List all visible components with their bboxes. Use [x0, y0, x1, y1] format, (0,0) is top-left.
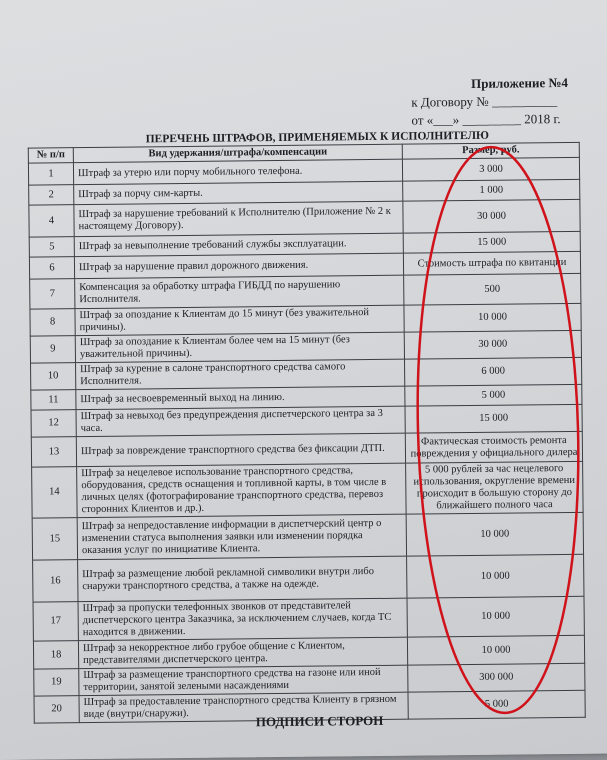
row-amount: 3 000: [402, 157, 579, 181]
row-description: Штраф за невыход без предупреждения диспетчерского центра за 3 часа.: [76, 406, 405, 436]
row-description: Штраф за нарушение требований к Исполнителю (Приложение № 2 к настоящему Договору).: [74, 201, 403, 236]
row-description: Штраф за несвоевременный выход на линию.: [76, 386, 405, 409]
row-number: 20: [34, 696, 79, 723]
row-amount: 10 000: [407, 635, 584, 665]
row-number: 8: [30, 309, 75, 336]
row-number: 14: [32, 467, 78, 518]
signatures-heading: ПОДПИСИ СТОРОН: [255, 712, 384, 730]
row-amount: 5 000 рублей за час нецелевого использования, округление времени происходит в большую сторону до ближайшего полного часа: [406, 461, 584, 514]
row-description: Штраф за утерю или порчу мобильного телефона.: [73, 159, 402, 184]
row-amount: 15 000: [403, 231, 580, 253]
row-number: 4: [29, 205, 74, 237]
row-amount: 30 000: [404, 330, 581, 359]
row-amount: 10 000: [404, 303, 581, 332]
row-amount: 300 000: [408, 663, 585, 692]
row-description: Штраф за опоздание к Клиентам до 15 минут (без уважительной причины).: [75, 305, 404, 335]
row-amount: 10 000: [407, 554, 584, 598]
row-amount: 1 000: [403, 179, 580, 201]
row-amount: 500: [404, 273, 581, 305]
column-header-number: № п/п: [28, 148, 73, 163]
row-number: 5: [29, 237, 74, 257]
row-description: Штраф за порчу сим-карты.: [74, 181, 403, 204]
row-number: 16: [33, 560, 78, 602]
row-number: 15: [32, 518, 77, 560]
table-row: [33, 554, 584, 602]
row-description: Штраф за размещение транспортного средства на газоне или иной территории, занятой зелеными насаждениями: [79, 665, 408, 695]
row-description: Штраф за курение в салоне транспортного средства самого Исполнителя.: [76, 359, 405, 389]
row-number: 6: [29, 257, 74, 279]
row-amount: 15 000: [405, 404, 582, 433]
row-description: Штраф за пропуски телефонных звонков от представителей диспетчерского центра Заказчика, за исключением случаев, когда ТС находится в движении.: [78, 598, 407, 640]
table-row: [32, 461, 584, 518]
table-row: [33, 596, 584, 641]
row-amount: Стоимость штрафа по квитанции: [403, 251, 580, 275]
column-header-amount: Размер, руб.: [402, 142, 579, 159]
row-number: 1: [28, 163, 73, 185]
row-description: Штраф за повреждение транспортного средства без фиксации ДТП.: [76, 433, 405, 466]
row-description: Штраф за невыполнение требований службы эксплуатации.: [74, 233, 403, 256]
row-number: 13: [31, 437, 76, 467]
row-amount: 6 000: [404, 357, 581, 386]
row-description: Штраф за некорректное либо грубое общение с Клиентом, представителями диспетчерского центра.: [78, 637, 407, 668]
appendix-contract: к Договору № __________: [411, 93, 558, 110]
fines-table: [28, 142, 586, 724]
row-description: Штраф за опоздание к Клиентам более чем на 15 минут (без уважительной причины).: [75, 332, 404, 362]
row-number: 18: [33, 641, 78, 669]
row-number: 7: [30, 279, 75, 309]
table-row: [32, 512, 583, 560]
row-number: 10: [31, 363, 76, 390]
table-body: [28, 157, 585, 723]
row-description: Штраф за нецелевое использование транспортного средства, оборудования, средств оснащения и топливной карты, в том числе в личных целях (фотографирование транспортного средства, перевоз сторонних Клиентов и др.).: [77, 463, 407, 517]
column-header-description: Вид удержания/штрафа/компенсации: [73, 144, 402, 162]
row-number: 11: [31, 390, 76, 410]
appendix-number: Приложение №4: [471, 74, 569, 91]
appendix-header: [411, 74, 592, 130]
appendix-date: от «___» _________ 2018 г.: [411, 111, 561, 128]
row-description: Штраф за нарушение правил дорожного движения.: [74, 253, 403, 278]
row-amount: 30 000: [403, 199, 580, 233]
row-description: Компенсация за обработку штрафа ГИБДД по нарушению Исполнителя.: [75, 275, 404, 308]
row-description: Штраф за непредоставление информации в диспетчерский центр о изменении статуса выполнения заявки или изменении порядка оказания услуг по инициативе Клиента.: [77, 514, 406, 559]
row-amount: 10 000: [406, 512, 583, 556]
row-description: Штраф за размещение любой рекламной символики внутри либо снаружи транспортного средства, а также на одежде.: [78, 556, 407, 601]
row-number: 17: [33, 602, 78, 641]
row-number: 2: [29, 185, 74, 205]
row-description: Штраф за предоставление транспортного средства Клиенту в грязном виде (внутри/снаружи).: [79, 692, 408, 722]
row-amount: 5 000: [408, 690, 585, 719]
row-number: 9: [30, 336, 75, 363]
row-number: 12: [31, 410, 76, 437]
row-amount: Фактическая стоимость ремонта повреждения у официального дилера: [405, 431, 582, 463]
row-amount: 10 000: [407, 596, 584, 637]
table-title: ПЕРЕЧЕНЬ ШТРАФОВ, ПРИМЕНЯЕМЫХ К ИСПОЛНИТЕЛЮ: [145, 129, 490, 146]
row-number: 19: [34, 669, 79, 696]
row-amount: 5 000: [405, 384, 582, 406]
